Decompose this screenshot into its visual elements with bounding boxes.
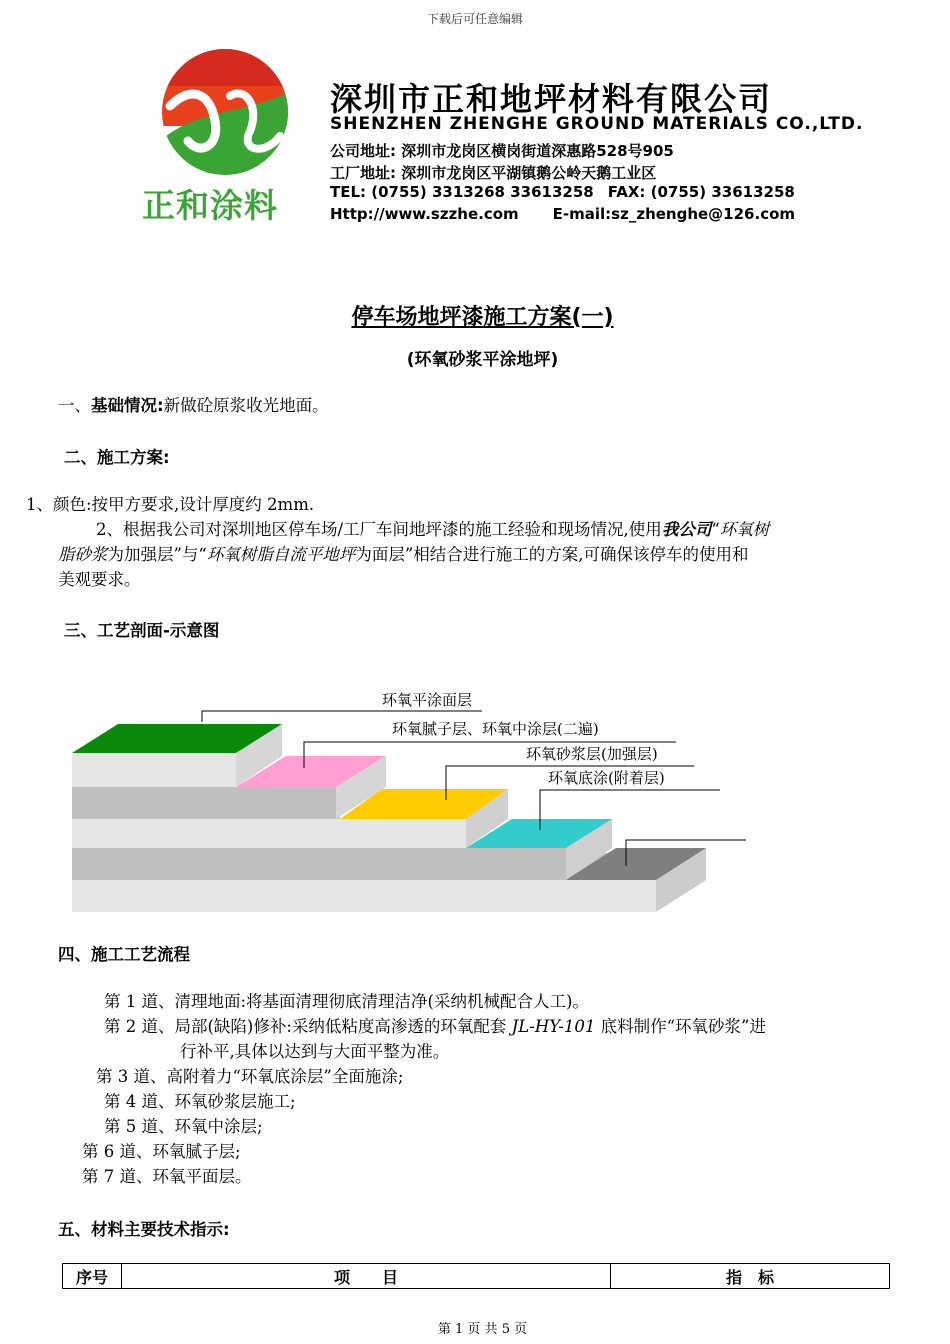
address-label: 公司地址:: [330, 142, 396, 160]
step-5: 第 5 道、环氧中涂层;: [104, 1117, 263, 1136]
contact-web: [330, 205, 795, 223]
section-1-prefix: 一、: [58, 396, 91, 415]
item-2-our-company: 我公司: [661, 520, 712, 539]
item-2-text-h: 为面层”相结合进行施工的方案,可确保该停车的使用和: [355, 545, 749, 564]
company-name-en: SHENZHEN ZHENGHE GROUND MATERIALS CO.,LTD.: [330, 114, 864, 134]
layer-diagram: [60, 680, 760, 920]
tel: TEL: (0755) 3313268 33613258: [330, 183, 594, 201]
factory-value: 深圳市龙岗区平湖镇鹅公岭天鹅工业区: [401, 164, 657, 182]
col-header-index: 指 标: [611, 1264, 890, 1289]
step-2-line-1: [104, 1014, 766, 1039]
section-2-item-2-line-3: 美观要求。: [58, 570, 141, 589]
col-header-no: 序号: [63, 1264, 122, 1289]
table-header-row: [63, 1264, 890, 1289]
step-6: 第 6 道、环氧腻子层;: [82, 1142, 241, 1161]
label-primer-layer: 环氧底涂(附着层): [548, 769, 665, 787]
layer-2-front: [72, 787, 340, 819]
logo-text: 正和涂料: [142, 186, 278, 225]
spec-table: [62, 1263, 890, 1289]
address-value: 深圳市龙岗区横岗街道深惠路528号905: [401, 142, 674, 160]
section-3-heading: 三、工艺剖面-示意图: [64, 621, 220, 640]
layer-1-front: [72, 753, 238, 787]
label-top-coat: 环氧平涂面层: [382, 691, 473, 709]
section-1-heading: 基础情况:: [91, 396, 164, 415]
section-2-heading: 二、施工方案:: [64, 448, 170, 467]
factory-label: 工厂地址:: [330, 164, 396, 182]
step-7: 第 7 道、环氧平面层。: [82, 1167, 252, 1186]
fax: FAX: (0755) 33613258: [607, 183, 795, 201]
company-name-cn: 深圳市正和地坪材料有限公司: [330, 80, 773, 118]
company-address: [330, 140, 674, 161]
col-header-item: 项 目: [122, 1264, 611, 1289]
contact-phone: [330, 183, 795, 201]
section-1: [58, 393, 329, 418]
item-2-self-level: 环氧树脂自流平地坪: [206, 545, 356, 564]
document-subtitle: (环氧砂浆平涂地坪): [406, 350, 559, 370]
layer-base-front: [72, 880, 656, 912]
section-2-item-2-line-2: [58, 542, 749, 567]
step-2-text-b: 底料制作“环氧砂浆”进: [595, 1017, 766, 1036]
website-link[interactable]: Http://www.szzhe.com: [330, 205, 519, 223]
step-1: 第 1 道、清理地面:将基面清理彻底清理洁净(采纳机械配合人工)。: [104, 992, 589, 1011]
layer-4-front: [72, 848, 566, 880]
label-mortar-layer: 环氧砂浆层(加强层): [526, 745, 658, 763]
step-2-line-2: 行补平,具体以达到与大面平整为准。: [180, 1042, 450, 1061]
layer-3-front: [72, 819, 466, 848]
item-2-text-f: 为加强层”与“: [107, 545, 207, 564]
page-footer: 第 1 页 共 5 页: [437, 1322, 528, 1337]
step-2-text: 第 2 道、局部(缺陷)修补:采纳低粘度高渗透的环氧配套: [104, 1017, 512, 1036]
item-2-text-a: 2、根据我公司对深圳地区停车场/工厂车间地坪漆的施工经验和现场情况,使用: [96, 520, 662, 539]
document-title: 停车场地坪漆施工方案(一): [351, 305, 614, 330]
step-2-product-code: JL-HY-101: [511, 1017, 596, 1036]
item-2-quote: “: [711, 520, 720, 539]
top-note: 下载后可任意编辑: [426, 12, 523, 26]
section-2-item-2-line-1: [96, 517, 769, 542]
label-putty-mid-coat: 环氧腻子层、环氧中涂层(二遍): [392, 720, 599, 738]
section-5-heading: 五、材料主要技术指示:: [58, 1220, 230, 1239]
factory-address: [330, 162, 656, 183]
section-1-text: 新做砼原浆收光地面。: [163, 396, 329, 415]
section-2-item-1: 1、颜色:按甲方要求,设计厚度约 2mm.: [26, 495, 315, 514]
email-link[interactable]: E-mail:sz_zhenghe@126.com: [552, 205, 796, 223]
item-2-epoxy-a: 环氧树: [719, 520, 770, 539]
step-3: 第 3 道、高附着力“环氧底涂层”全面施涂;: [96, 1067, 404, 1086]
step-4: 第 4 道、环氧砂浆层施工;: [104, 1092, 296, 1111]
item-2-epoxy-b: 脂砂浆: [58, 545, 108, 564]
section-4-heading: 四、施工工艺流程: [58, 945, 190, 964]
